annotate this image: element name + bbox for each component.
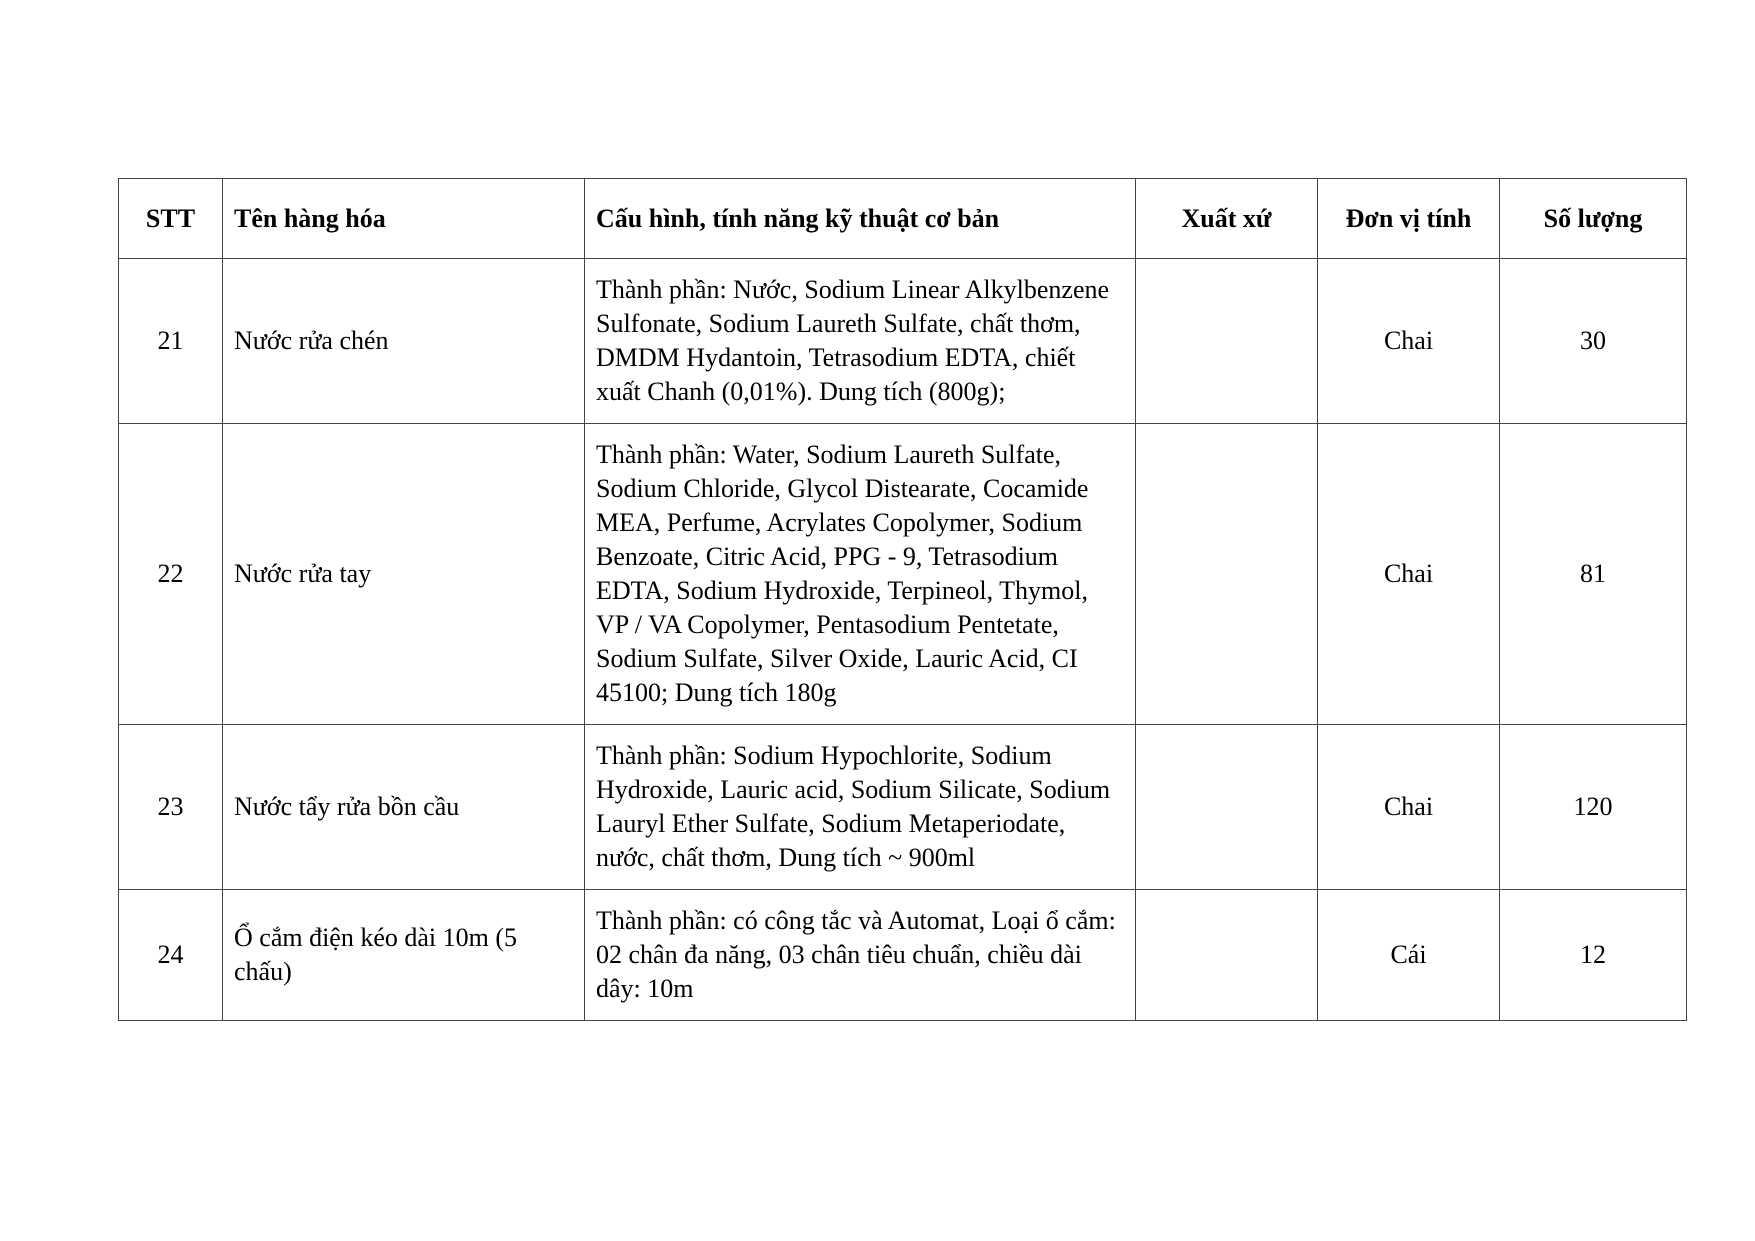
- table-row: [119, 424, 1687, 725]
- table-row: [119, 890, 1687, 1021]
- cell-unit: Chai: [1318, 259, 1500, 424]
- cell-qty: 120: [1500, 725, 1687, 890]
- table-row: [119, 259, 1687, 424]
- header-name: Tên hàng hóa: [223, 179, 585, 259]
- cell-spec: Thành phần: Sodium Hypochlorite, Sodium Hydroxide, Lauric acid, Sodium Silicate, Sodium Lauryl Ether Sulfate, Sodium Metaperiodate, nước, chất thơm, Dung tích ~ 900ml: [585, 725, 1136, 890]
- cell-origin: [1136, 259, 1318, 424]
- cell-name: Ổ cắm điện kéo dài 10m (5 chấu): [223, 890, 585, 1021]
- cell-stt: 22: [119, 424, 223, 725]
- cell-spec: Thành phần: Water, Sodium Laureth Sulfate, Sodium Chloride, Glycol Distearate, Cocamide MEA, Perfume, Acrylates Copolymer, Sodium Benzoate, Citric Acid, PPG - 9, Tetrasodium EDTA, Sodium Hydroxide, Terpineol, Thymol, VP / VA Copolymer, Pentasodium Pentetate, Sodium Sulfate, Silver Oxide, Lauric Acid, CI 45100; Dung tích 180g: [585, 424, 1136, 725]
- table-header-row: [119, 179, 1687, 259]
- header-spec: Cấu hình, tính năng kỹ thuật cơ bản: [585, 179, 1136, 259]
- cell-stt: 21: [119, 259, 223, 424]
- cell-qty: 30: [1500, 259, 1687, 424]
- cell-origin: [1136, 725, 1318, 890]
- cell-unit: Chai: [1318, 424, 1500, 725]
- cell-origin: [1136, 890, 1318, 1021]
- cell-unit: Chai: [1318, 725, 1500, 890]
- cell-name: Nước tẩy rửa bồn cầu: [223, 725, 585, 890]
- cell-unit: Cái: [1318, 890, 1500, 1021]
- table-row: [119, 725, 1687, 890]
- goods-table: [118, 178, 1687, 1021]
- cell-qty: 81: [1500, 424, 1687, 725]
- cell-spec: Thành phần: có công tắc và Automat, Loại ổ cắm: 02 chân đa năng, 03 chân tiêu chuẩn, chiều dài dây: 10m: [585, 890, 1136, 1021]
- header-origin: Xuất xứ: [1136, 179, 1318, 259]
- cell-name: Nước rửa tay: [223, 424, 585, 725]
- cell-stt: 23: [119, 725, 223, 890]
- cell-spec: Thành phần: Nước, Sodium Linear Alkylbenzene Sulfonate, Sodium Laureth Sulfate, chất thơm, DMDM Hydantoin, Tetrasodium EDTA, chiết xuất Chanh (0,01%). Dung tích (800g);: [585, 259, 1136, 424]
- header-stt: STT: [119, 179, 223, 259]
- cell-name: Nước rửa chén: [223, 259, 585, 424]
- cell-qty: 12: [1500, 890, 1687, 1021]
- header-unit: Đơn vị tính: [1318, 179, 1500, 259]
- cell-stt: 24: [119, 890, 223, 1021]
- cell-origin: [1136, 424, 1318, 725]
- header-qty: Số lượng: [1500, 179, 1687, 259]
